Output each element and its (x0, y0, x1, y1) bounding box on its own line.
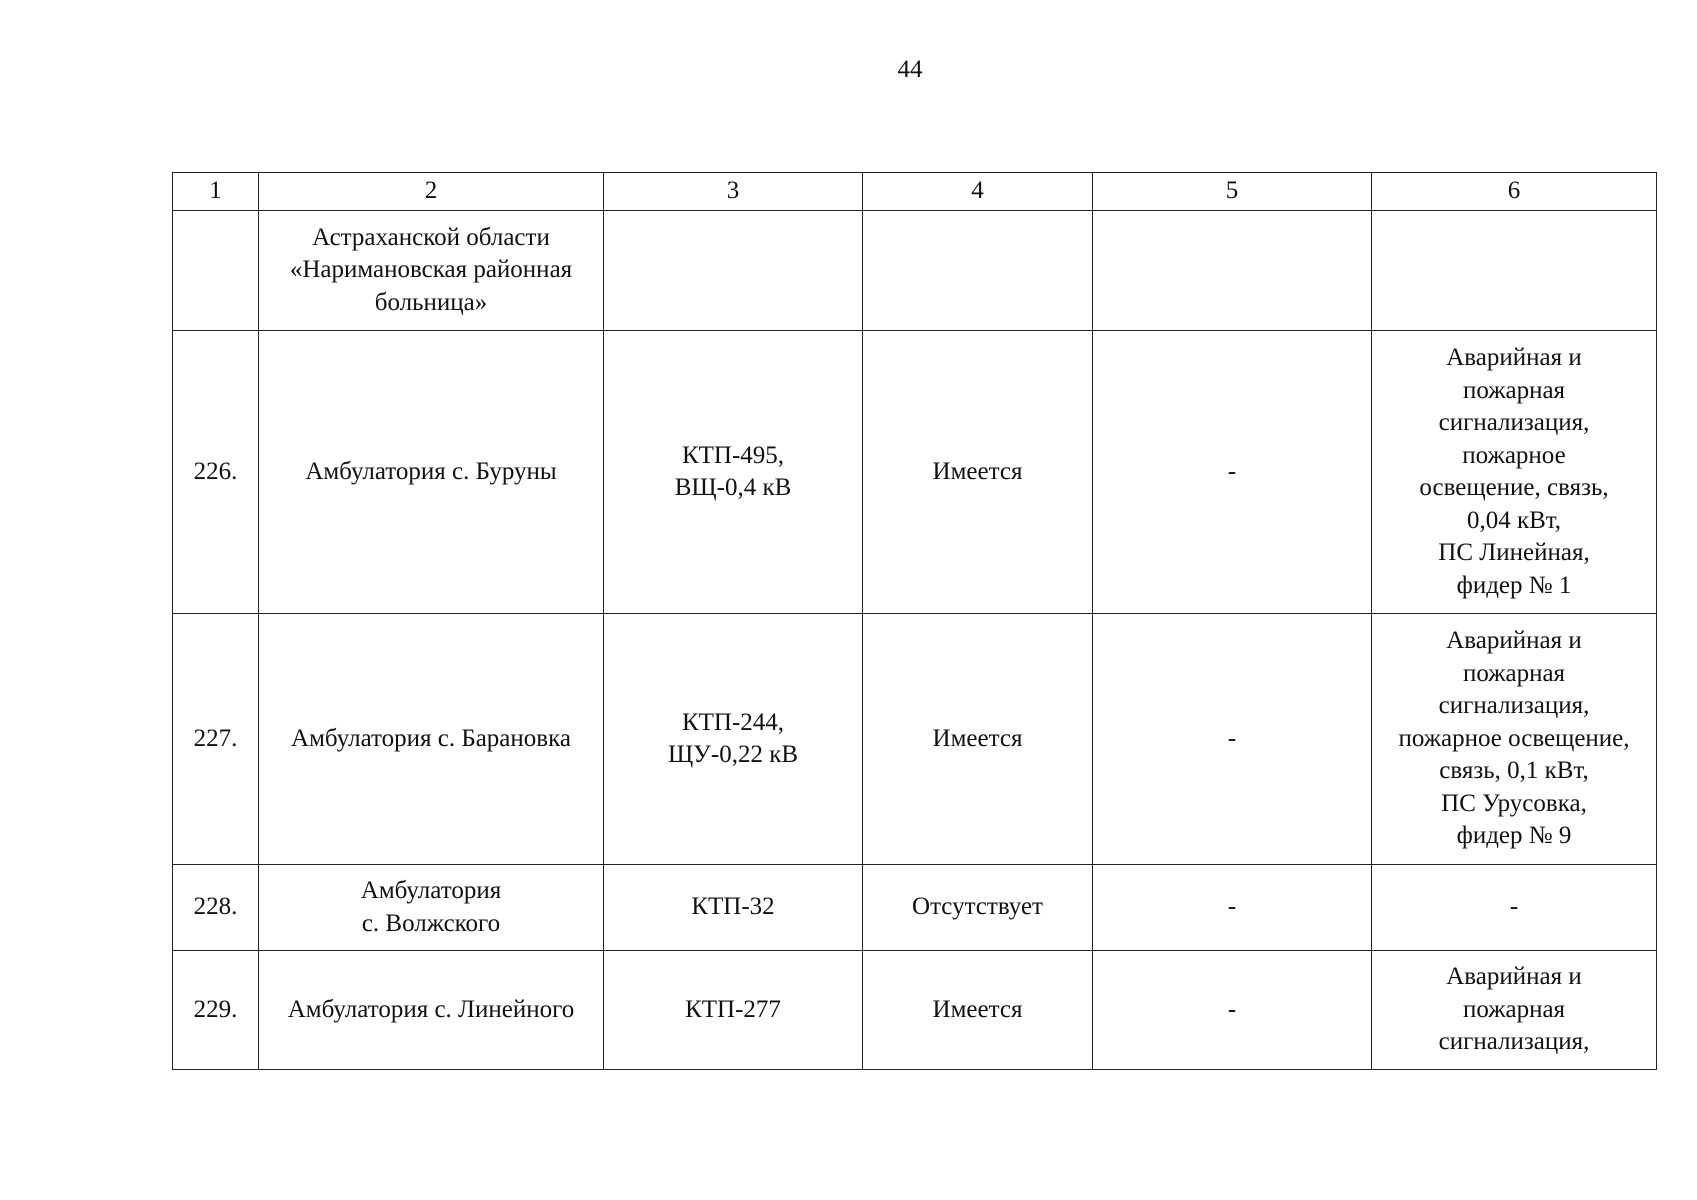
column-6-value: Аварийная и пожарная сигнализация, пожарное освещение, связь, 0,04 кВт, ПС Линейная, фидер № 1 (1372, 331, 1657, 614)
table-row (173, 614, 1657, 865)
facility-name: Амбулатория с. Буруны (259, 331, 604, 614)
column-5-value: - (1093, 331, 1372, 614)
column-5-value: - (1093, 614, 1372, 865)
backup-status: Имеется (863, 331, 1093, 614)
column-6-value: - (1372, 865, 1657, 951)
table-row (173, 951, 1657, 1070)
header-cell: 1 (173, 173, 259, 211)
backup-status: Отсутствует (863, 865, 1093, 951)
column-6-value: Аварийная и пожарная сигнализация, (1372, 951, 1657, 1070)
row-number (173, 211, 259, 331)
header-cell: 5 (1093, 173, 1372, 211)
header-cell: 4 (863, 173, 1093, 211)
column-6-value: Аварийная и пожарная сигнализация, пожарное освещение, связь, 0,1 кВт, ПС Урусовка, фидер № 9 (1372, 614, 1657, 865)
backup-status: Имеется (863, 951, 1093, 1070)
table-header-row (173, 173, 1657, 211)
column-5-value: - (1093, 865, 1372, 951)
column-5-value: - (1093, 951, 1372, 1070)
substation (604, 211, 863, 331)
backup-status: Имеется (863, 614, 1093, 865)
table-row (173, 211, 1657, 331)
row-number: 228. (173, 865, 259, 951)
table-row (173, 331, 1657, 614)
table-row (173, 865, 1657, 951)
facility-name: Амбулатория с. Волжского (259, 865, 604, 951)
header-cell: 2 (259, 173, 604, 211)
column-5-value (1093, 211, 1372, 331)
facility-name: Амбулатория с. Барановка (259, 614, 604, 865)
substation: КТП-277 (604, 951, 863, 1070)
substation: КТП-32 (604, 865, 863, 951)
facility-name: Астраханской области «Наримановская районная больница» (259, 211, 604, 331)
facility-name: Амбулатория с. Линейного (259, 951, 604, 1070)
page-number: 44 (897, 56, 923, 83)
column-6-value (1372, 211, 1657, 331)
substation: КТП-495, ВЩ-0,4 кВ (604, 331, 863, 614)
row-number: 227. (173, 614, 259, 865)
table-wrapper (172, 172, 1657, 1070)
row-number: 229. (173, 951, 259, 1070)
header-cell: 3 (604, 173, 863, 211)
backup-status (863, 211, 1093, 331)
row-number: 226. (173, 331, 259, 614)
power-supply-table (172, 172, 1657, 1070)
header-cell: 6 (1372, 173, 1657, 211)
substation: КТП-244, ЩУ-0,22 кВ (604, 614, 863, 865)
